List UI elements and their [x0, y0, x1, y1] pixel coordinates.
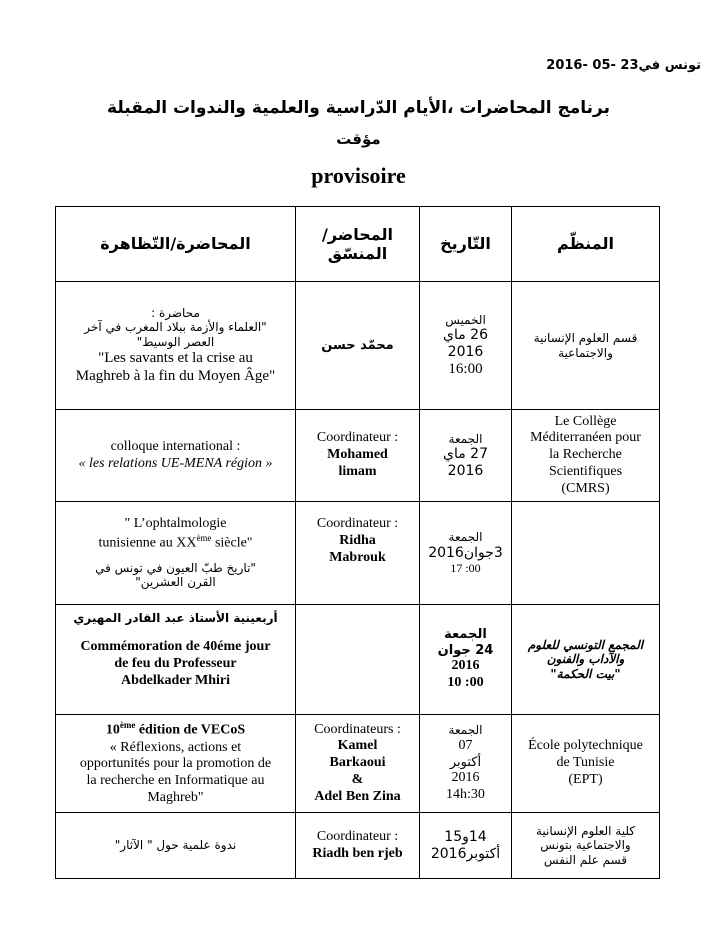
date-value: 2016: [451, 770, 480, 786]
organizer-line: كلية العلوم الإنسانية: [535, 823, 636, 838]
speaker-label: Coordinateurs :: [314, 721, 401, 737]
table-row: [56, 502, 660, 605]
date-value: 26 ماي 2016: [442, 326, 488, 360]
event-cell: [56, 410, 296, 502]
organizer-cell: [512, 282, 660, 410]
organizer-line: قسم علم النفس: [543, 852, 628, 867]
event-line: ندوة علمية حول " الآثار": [114, 838, 237, 853]
date-time: 17 :00: [450, 561, 481, 576]
document-date: تونس في23 -05 -2016: [546, 58, 701, 73]
event-line: opportunités pour la promotion de: [79, 756, 272, 772]
speaker-name: Kamel: [337, 738, 378, 754]
event-line: أربعينية الأستاذ عبد القادر المهيري: [73, 611, 278, 625]
document-subtitle: مؤقت: [336, 130, 381, 148]
organizer-line: Scientifiques: [548, 463, 623, 479]
speaker-label: Coordinateur :: [316, 516, 399, 531]
table-row: [56, 410, 660, 502]
event-cell: [56, 282, 296, 410]
col-header-event: المحاضرة/التّظاهرة: [56, 207, 296, 282]
date-value: 24 جوان: [437, 642, 494, 658]
date-time: 16:00: [448, 361, 483, 378]
date-cell: [420, 282, 512, 410]
col-header-speaker: المحاضر/المنسّق: [296, 207, 420, 282]
speaker-separator: &: [351, 771, 364, 787]
organizer-line: والاجتماعية: [558, 345, 613, 360]
document-title: برنامج المحاضرات ،الأيام الدّراسية والعلمية والندوات المقبلة: [107, 98, 610, 118]
event-line: "تاريخ طبّ العيون في تونس في: [95, 560, 256, 575]
event-line: « les relations UE-MENA région »: [78, 455, 273, 471]
event-line: la recherche en Informatique au: [86, 773, 265, 789]
event-line: Abdelkader Mhiri: [120, 672, 231, 688]
provisional-label: provisoire: [311, 163, 406, 188]
organizer-line: قسم العلوم الإنسانية: [533, 331, 638, 346]
speaker-name: Ridha: [339, 532, 376, 548]
date-value: 2016: [451, 658, 480, 674]
speaker-name: Mohamed: [327, 447, 388, 463]
organizer-line: la Recherche: [549, 447, 622, 463]
organizer-cell: [512, 410, 660, 502]
table-header-row: [56, 207, 660, 282]
organizer-line: المجمع التونسي للعلوم: [527, 637, 644, 652]
date-day: الخميس: [445, 312, 486, 327]
table-row: [56, 813, 660, 879]
event-line: Maghreb à la fin du Moyen Âge": [75, 368, 276, 385]
date-value: أكتوبر2016: [430, 845, 501, 862]
date-cell: [420, 410, 512, 502]
event-line: القرن العشرين": [135, 575, 216, 590]
organizer-cell: [512, 605, 660, 715]
event-line: « Réflexions, actions et: [109, 739, 242, 755]
speaker-name: Barkaoui: [329, 755, 386, 771]
date-day: الجمعة: [444, 627, 487, 643]
date-value: 07: [458, 737, 473, 753]
organizer-cell: [512, 813, 660, 879]
date-time: 14h:30: [446, 786, 485, 802]
speaker-cell: [296, 410, 420, 502]
speaker-cell: [296, 715, 420, 813]
speaker-name: Riadh ben rjeb: [312, 845, 403, 861]
date-value: 3جوان2016: [428, 544, 503, 561]
event-line: tunisienne au XXème siècle": [98, 533, 253, 551]
date-day: الجمعة: [448, 431, 483, 446]
event-cell: [56, 813, 296, 879]
date-value: 14و15: [444, 828, 487, 845]
speaker-cell: [296, 502, 420, 605]
event-line: 10ème édition de VECoS: [105, 720, 246, 738]
organizer-line: (EPT): [568, 771, 603, 787]
organizer-cell: [512, 502, 660, 605]
date-cell: [420, 813, 512, 879]
speaker-name: limam: [338, 463, 377, 479]
event-line: Maghreb": [147, 790, 204, 806]
event-line: "العلماء والأزمة ببلاد المغرب في آخر: [84, 320, 267, 335]
event-line: محاضرة :: [151, 305, 200, 320]
date-cell: [420, 715, 512, 813]
event-line: colloque international :: [110, 438, 241, 454]
organizer-line: de Tunisie: [556, 755, 615, 771]
organizer-line: "بيت الحكمة": [550, 666, 621, 681]
event-line: "Les savants et la crise au: [98, 350, 253, 367]
organizer-line: École polytechnique: [528, 738, 643, 754]
event-line: Commémoration de 40éme jour: [80, 639, 271, 655]
organizer-line: Le Collège: [554, 413, 617, 429]
col-header-date: التّاريخ: [420, 207, 512, 282]
table-row: [56, 282, 660, 410]
speaker-name: محمّد حسن: [321, 337, 394, 353]
event-cell: [56, 605, 296, 715]
date-time: 10 :00: [447, 675, 484, 691]
speaker-label: Coordinateur :: [316, 430, 399, 446]
event-cell: [56, 502, 296, 605]
speaker-name: Adel Ben Zina: [314, 788, 401, 804]
date-value: 27 ماي 2016: [442, 445, 488, 479]
col-header-organizer: المنظّم: [512, 207, 660, 282]
date-cell: [420, 502, 512, 605]
table-row: [56, 605, 660, 715]
event-line: de feu du Professeur: [114, 656, 237, 672]
event-cell: [56, 715, 296, 813]
speaker-cell: [296, 813, 420, 879]
table-row: [56, 715, 660, 813]
organizer-line: والاجتماعية بتونس: [540, 838, 631, 853]
date-day: الجمعة: [448, 723, 483, 738]
speaker-cell: [296, 605, 420, 715]
organizer-cell: [512, 715, 660, 813]
event-line: العصر الوسيط": [136, 334, 215, 349]
date-cell: [420, 605, 512, 715]
speaker-label: Coordinateur :: [316, 828, 399, 844]
speaker-name: Mabrouk: [329, 549, 386, 565]
date-value: أكتوبر: [449, 754, 482, 770]
speaker-cell: [296, 282, 420, 410]
event-line: " L’ophtalmologie: [124, 516, 227, 532]
date-day: الجمعة: [448, 530, 483, 545]
organizer-line: (CMRS): [561, 480, 610, 496]
organizer-line: والآداب والفنون: [546, 652, 625, 667]
program-table: [55, 206, 660, 879]
organizer-line: Méditerranéen pour: [530, 430, 641, 446]
